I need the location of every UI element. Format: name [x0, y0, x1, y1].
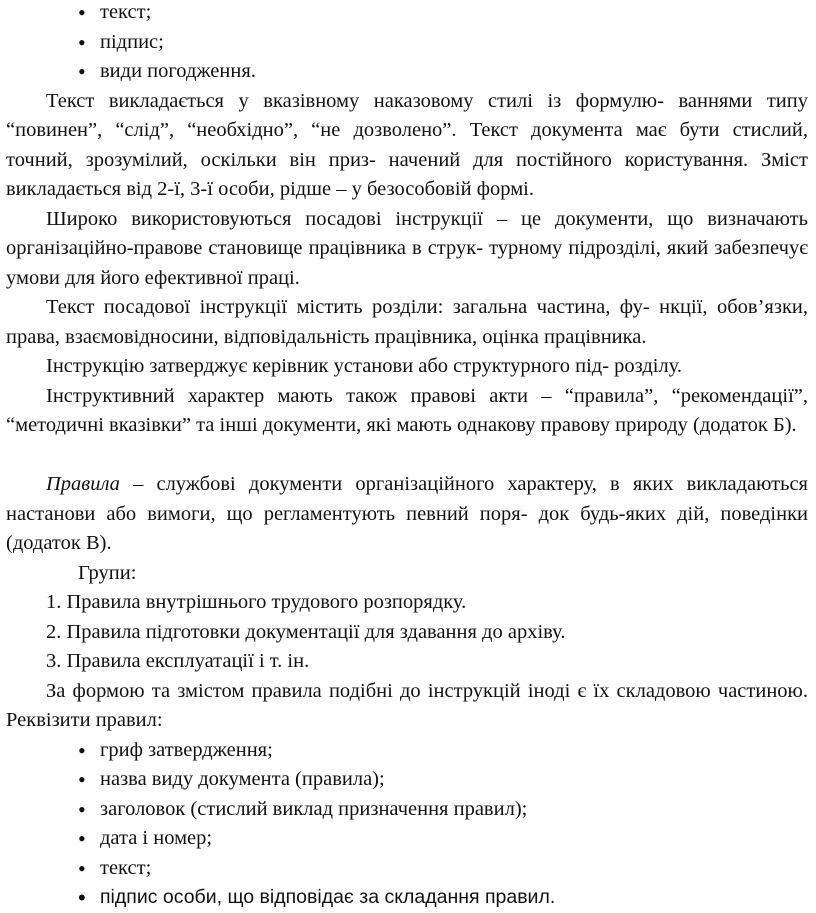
list-item: • підпис; [6, 28, 808, 58]
list-item: • гриф затвердження; [6, 736, 808, 766]
requisites-list [6, 736, 808, 913]
rules-definition-text: – службові документи організаційного характеру, в яких викладаються настанови або вимоги, що регламентують певний поря- док будь-яких дій, поведінки (додаток В). [6, 473, 808, 554]
list-item: • види погодження. [6, 57, 808, 87]
paragraph-instructive-acts: Інструктивний характер мають також правові акти – “правила”, “рекомендації”, “методичні вказівки” та інші документи, які мають однакову правову природу (додаток Б). [6, 384, 808, 436]
list-item: 1. Правила внутрішнього трудового розпорядку. [46, 591, 467, 613]
paragraph-approval: Інструкцію затверджує керівник установи або структурного під- розділу. [46, 355, 683, 377]
paragraph-job-instructions: Широко використовуються посадові інструкції – це документи, що визначають організаційно-правове становище працівника в струк- турному підрозділі, який забезпечує умови для його ефективної праці. [6, 207, 808, 289]
paragraph-rules-form: За формою та змістом правила подібні до інструкцій іноді є їх складовою частиною. Реквізити правил: [6, 679, 808, 731]
paragraph-sections: Текст посадової інструкції містить розділи: загальна частина, фу- нкції, обов’язки, права, взаємовідносини, відповідальність працівника, оцінка працівника. [6, 296, 808, 348]
paragraph-rules-definition [6, 470, 808, 559]
list-item: • назва виду документа (правила); [6, 765, 808, 795]
list-item: • текст; [6, 0, 808, 28]
groups-label: Групи: [78, 561, 137, 584]
paragraph-style: Текст викладається у вказівному наказовому стилі із формулю- ваннями типу “повинен”, “слід”, “необхідно”, “не дозволено”. Текст документа має бути стислий, точний, зрозумілий, оскільки він приз- начений для постійного користування. Зміст викладається від 2-ї, 3-ї особи, рідше – у безособовій формі. [6, 89, 808, 200]
groups-list [6, 588, 808, 677]
list-item: • текст; [6, 854, 808, 884]
list-item: • заголовок (стислий виклад призначення правил); [6, 795, 808, 825]
list-item: 3. Правила експлуатації і т. ін. [46, 650, 310, 672]
top-bullet-list [6, 0, 808, 87]
list-item: • дата і номер; [6, 824, 808, 854]
rules-term: Правила [46, 473, 120, 495]
list-item: 2. Правила підготовки документації для здавання до архіву. [46, 620, 566, 643]
spacer [6, 441, 808, 471]
list-item: • підпис особи, що відповідає за складання правил. [6, 883, 808, 913]
